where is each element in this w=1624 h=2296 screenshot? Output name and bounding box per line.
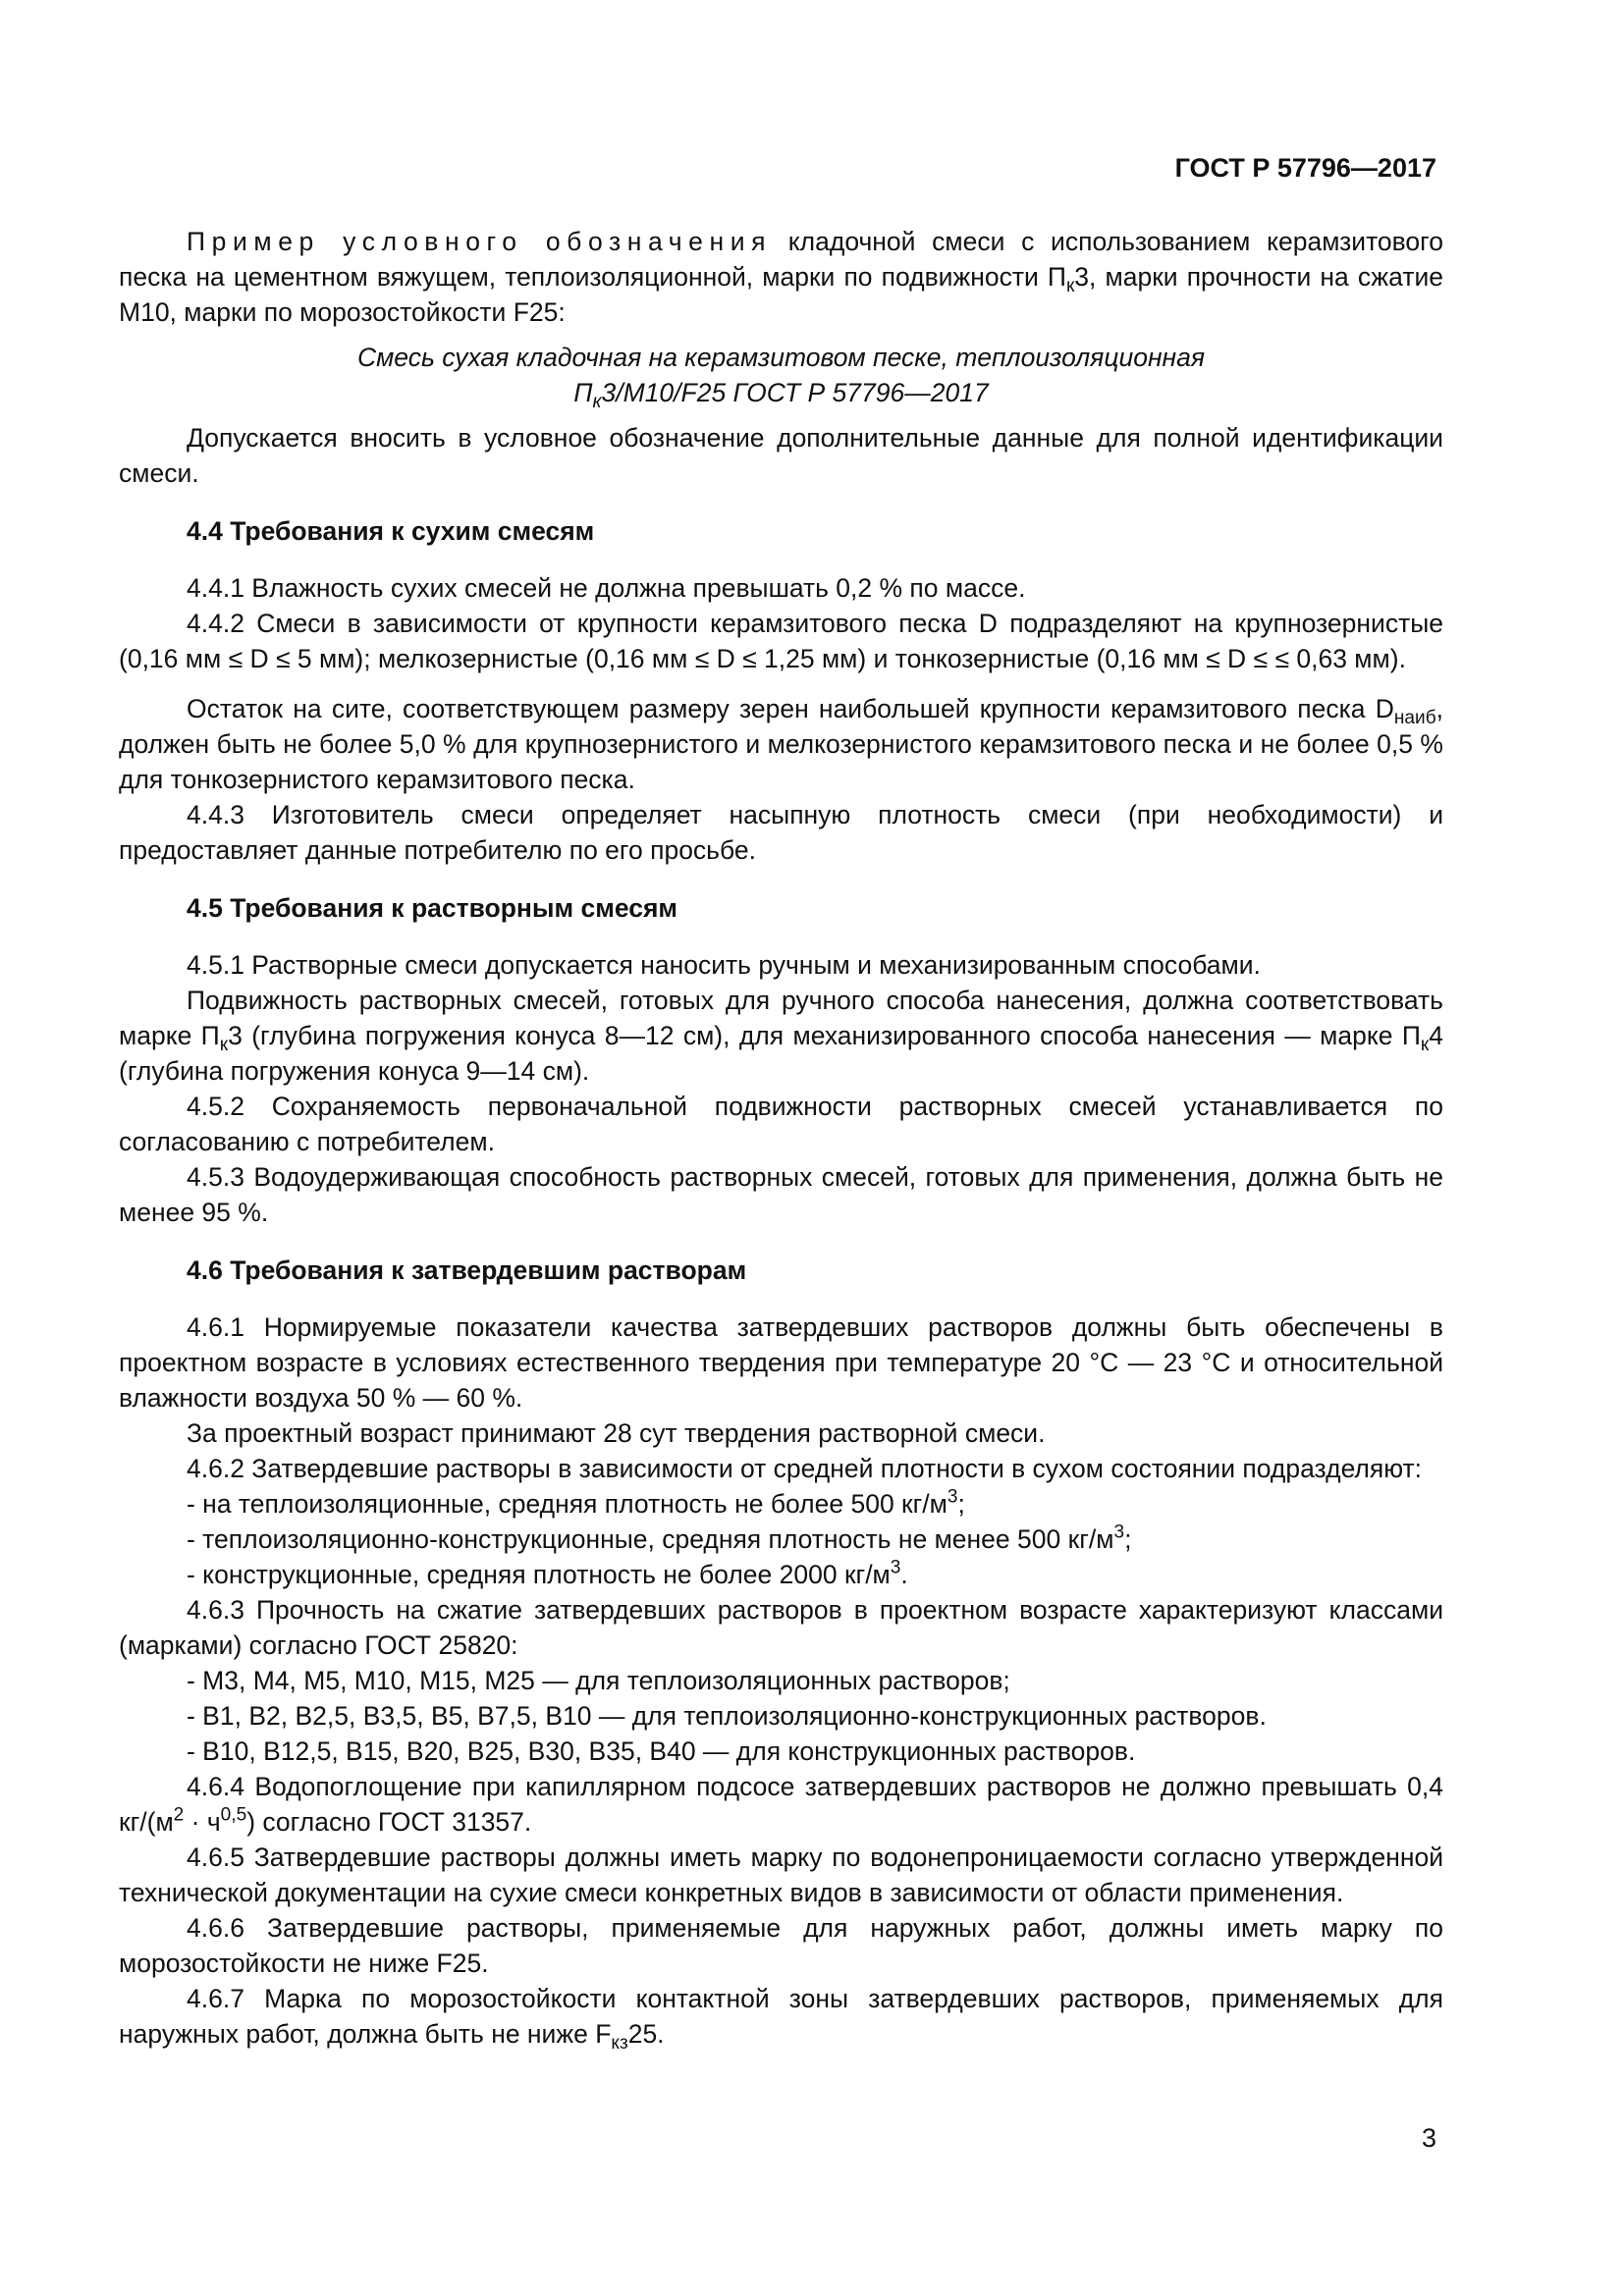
- list-item: - на теплоизоляционные, средняя плотность не более 500 $кг/м^3$;: [187, 1486, 965, 1519]
- document-header: ГОСТ Р 57796—2017: [1174, 153, 1436, 183]
- clause-4-5-1-mobility: Подвижность растворных смесей, готовых для ручного способа нанесения, должна соответствовать марке $П_к3$ (глубина погружения конуса 8—12 см), для механизированного способа нанесения — марке $П_к4$ (глубина погружения конуса 9—14 см).: [119, 986, 1443, 1086]
- section-4-4-heading: 4.4 Требования к сухим смесям: [187, 516, 595, 546]
- example-designation-line-2: $П_к3/М10/F25$ ГОСТ Р 57796—2017: [573, 378, 989, 413]
- list-item: - теплоизоляционно-конструкционные, средняя плотность не менее 500 $кг/м^3$;: [187, 1522, 1132, 1554]
- section-4-6-heading: 4.6 Требования к затвердевшим растворам: [187, 1255, 747, 1285]
- clause-4-6-1-age: За проектный возраст принимают 28 сут твердения растворной смеси.: [187, 1418, 1046, 1448]
- document-body: [119, 224, 1443, 2055]
- example-label: Пример условного обозначения: [187, 227, 773, 256]
- clause-4-4-2: 4.4.2 Смеси в зависимости от крупности керамзитового песка D подразделяют на крупнозернистые (0,16 мм ≤ D ≤ 5 мм); мелкозернистые (0,16 мм ≤ D ≤ 1,25 мм) и тонкозернистые (0,16 мм ≤ D ≤ ≤ 0,63 мм).: [119, 609, 1443, 673]
- list-item: - конструкционные, средняя плотность не более 2000 $кг/м^3$.: [187, 1557, 908, 1589]
- example-note: Допускается вносить в условное обозначение дополнительные данные для полной идентификации смеси.: [119, 423, 1443, 488]
- clause-4-4-1: 4.4.1 Влажность сухих смесей не должна превышать 0,2 % по массе.: [187, 573, 1026, 603]
- clause-4-6-3: 4.6.3 Прочность на сжатие затвердевших растворов в проектном возрасте характеризуют классами (марками) согласно ГОСТ 25820:: [119, 1595, 1443, 1660]
- list-item: - В1, В2, В2,5, В3,5, В5, В7,5, В10 — для теплоизоляционно-конструкционных растворов.: [187, 1701, 1267, 1731]
- section-4-5-heading: 4.5 Требования к растворным смесям: [187, 893, 678, 923]
- example-paragraph: Пример условного обозначения кладочной смеси с использованием керамзитового песка на цементном вяжущем, теплоизоляционной, марки по подвижности $П_к3$, марки прочности на сжатие М10, марки по морозостойкости F25:: [119, 227, 1443, 327]
- page-number: 3: [1421, 2123, 1436, 2153]
- clause-4-4-3: 4.4.3 Изготовитель смеси определяет насыпную плотность смеси (при необходимости) и предоставляет данные потребителю по его просьбе.: [119, 800, 1443, 865]
- clause-4-5-2: 4.5.2 Сохраняемость первоначальной подвижности растворных смесей устанавливается по согласованию с потребителем.: [119, 1092, 1443, 1156]
- clause-4-4-2-residue: Остаток на сите, соответствующем размеру зерен наибольшей крупности керамзитового песка $D_{наиб}$, должен быть не более 5,0 % для крупнозернистого и мелкозернистого керамзитового песка и не более 0,5 % для тонкозернистого керамзитового песка.: [119, 694, 1443, 794]
- clause-4-6-7: 4.6.7 Марка по морозостойкости контактной зоны затвердевших растворов, применяемых для наружных работ, должна быть не ниже $F_{кз}25$.: [119, 1984, 1443, 2055]
- clause-4-6-4: 4.6.4 Водопоглощение при капиллярном подсосе затвердевших растворов не должно превышать 0,4 $кг/(м^2 \cdot ч^{0,5})$ согласно ГОСТ 31357.: [119, 1772, 1443, 1837]
- clause-4-6-6: 4.6.6 Затвердевшие растворы, применяемые для наружных работ, должны иметь марку по морозостойкости не ниже F25.: [119, 1913, 1443, 1978]
- example-designation-line-1: Смесь сухая кладочная на керамзитовом песке, теплоизоляционная: [356, 343, 1206, 372]
- clause-4-5-1: 4.5.1 Растворные смеси допускается наносить ручным и механизированным способами.: [187, 950, 1261, 980]
- clause-4-5-3: 4.5.3 Водоудерживающая способность растворных смесей, готовых для применения, должна быть не менее 95 %.: [119, 1162, 1443, 1227]
- list-item: - М3, М4, М5, М10, М15, М25 — для теплоизоляционных растворов;: [187, 1666, 1010, 1695]
- clause-4-6-1: 4.6.1 Нормируемые показатели качества затвердевших растворов должны быть обеспечены в проектном возрасте в условиях естественного твердения при температуре 20 °С — 23 °С и относительной влажности воздуха 50 % — 60 %.: [119, 1312, 1443, 1413]
- clause-4-6-5: 4.6.5 Затвердевшие растворы должны иметь марку по водонепроницаемости согласно утвержденной технической документации на сухие смеси конкретных видов в зависимости от области применения.: [119, 1842, 1443, 1907]
- clause-4-6-2: 4.6.2 Затвердевшие растворы в зависимости от средней плотности в сухом состоянии подразделяют:: [187, 1454, 1423, 1483]
- list-item: - В10, В12,5, В15, В20, В25, В30, В35, В40 — для конструкционных растворов.: [187, 1736, 1136, 1766]
